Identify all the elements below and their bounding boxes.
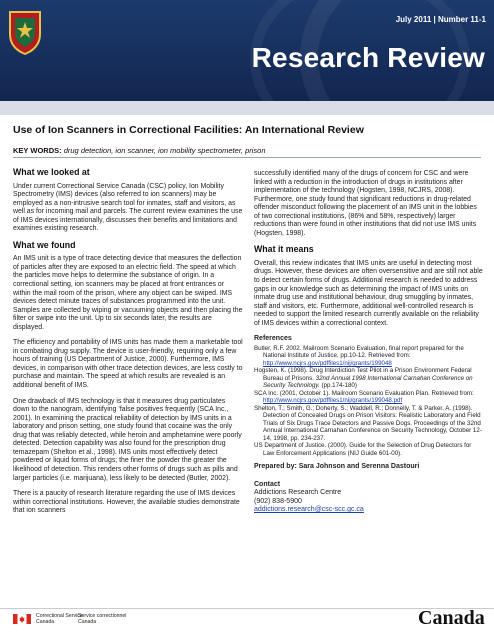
keywords-line — [13, 146, 483, 155]
issue-label: July 2011 | Number 11-1 — [395, 15, 486, 24]
paragraph: An IMS unit is a type of trace detecting device that measures the deflection of particles after they are exposed to an electric field. The speed at which the particles move helps to determine the substance of origin. In a correctional setting, ion scanners may be placed at front entrances or within the mail room of the prison, where any object can be swiped. IMS devices detect minute traces of substances programmed into the unit. Samples are collected by wiping or vacuuming objects and then placing the filter or swipe into the unit. Up to six seconds later, the results are displayed. — [13, 255, 243, 331]
department-fr-line1: Service correctionnel — [78, 613, 127, 619]
reference-item: Shelton, T.; Smith, G.; Doherty, S.; Waddell, R.; Donnelly, T. & Parker, A. (1998). Detection of Concealed Drugs on Prison Visitors: Realistic Laboratory and Field Trials of Six Drugs Trace Detectors and Passive Dogs. Proceedings of the 32nd Annual International Carnahan Conference on Security Technology, October 12-14, 1998, pp. 234-237. — [254, 404, 482, 442]
reference-item — [254, 367, 483, 390]
reference-pages: (pp.174-180) — [321, 382, 357, 390]
reference-source: 32nd Annual 1998 International Carnahan Conference on Security Technology. — [263, 374, 473, 390]
department-en-line1: Correctional Service — [36, 613, 83, 619]
department-name-en — [36, 613, 83, 625]
paragraph: One drawback of IMS technology is that it measures drug particulates down to the nanogram, identifying ‘false positives frequently (SCA Inc., 2001). In examining the practical reliability of detection by IMS units in a laboratory and prison setting, one study found that cocaine was the only drug that was reliably detected, while heroin and amphetamine were poorly detected. Detection capability was also found for the prescription drug temazepam (Shelton et al., 1998). IMS units most effectively detect powdered or liquid forms of drugs; the finer the powder the greater the likelihood of detection. This renders other forms of drugs such as pills and larger particles (i.e. marijuana), less likely to be detected (Butler, 2002). — [13, 397, 242, 482]
keywords-text: drug detection, ion scanner, ion mobility spectrometer, prison — [63, 146, 266, 155]
paragraph: Overall, this review indicates that IMS units are useful in detecting most drugs. However, these devices are often oversensitive and are still not able to detect certain forms of drugs. Additional research is needed to address gaps in our knowledge such as determining the impact of IMS units on inmate drug use and institutional behaviour, drug smuggling by inmates, staff and visitors, etc. Furthermore, additional well-controlled research is needed to support the limited research currently available on the reliability of IMS devices within a correctional context. — [254, 259, 483, 327]
header-banner — [0, 0, 494, 101]
contact-block — [254, 489, 483, 515]
left-column — [13, 168, 243, 523]
csc-crest-icon — [6, 8, 44, 56]
section-heading-found: What we found — [13, 239, 76, 250]
reference-text: SCA Inc. (2001, October 1). Mailroom Scenario Evaluation Plan. Retrieved from: — [254, 389, 474, 397]
reference-item: US Department of Justice. (2000). Guide for the Selection of Drug Detectors for Law Enforcement Applications (NIJ Guide 601-00). — [254, 442, 472, 457]
paragraph: The efficiency and portability of IMS units has made them a marketable tool in combating drug supply. The device is user-friendly, requiring only a few hours of training (US Department of Justice, 2000). Furthermore, IMS devices, in comparison with other trace detection devices, are less costly to purchase and maintain. The speed at which results are revealed is an additional benefit of IMS. — [13, 339, 243, 390]
prepared-by: Prepared by: Sara Johnson and Serenna Dastouri — [254, 463, 420, 471]
section-heading-looked-at: What we looked at — [13, 167, 90, 177]
reference-text: Hogsten, K. (1998). Drug Interdiction Test Pilot in a Prison Environment Federal Bureau of Prisons. — [254, 367, 472, 382]
department-fr-line2: Canada — [78, 619, 97, 626]
reference-link[interactable]: http://www.ncjrs.gov/pdffiles1/nij/grants/199048 — [263, 359, 392, 367]
contact-email[interactable]: addictions.research@csc-scc.gc.ca — [254, 506, 364, 514]
document-title: Use of Ion Scanners in Correctional Facilities: An International Review — [13, 124, 364, 136]
references-heading: References — [254, 335, 292, 343]
divider — [13, 157, 481, 158]
canada-wordmark: Canada — [418, 607, 485, 629]
section-heading-means: What it means — [254, 244, 314, 255]
paragraph: There is a paucity of research literature regarding the use of IMS devices within correctional institutions. However, the available studies demonstrate that ion scanners — [13, 490, 240, 515]
reference-link[interactable]: http://www.ncjrs.gov/pdffiles1/nij/grants/199048.pdf — [263, 397, 403, 405]
contact-heading: Contact — [254, 480, 281, 488]
contact-phone: (902) 838-5900 — [254, 497, 302, 505]
paragraph: Under current Correctional Service Canada (CSC) policy, Ion Mobility Spectrometry (IMS) devices (also referred to ion scanners) may be employed as a non-intrusive search tool for inmates, staff and visitors, as well as for incoming mail and parcels. The current review examines the use of IMS devices internationally, discusses their benefits and limitations and examines existing research. — [13, 182, 243, 233]
right-column — [254, 170, 483, 515]
paragraph: successfully identified many of the drugs of concern for CSC and were linked with a reduction in the introduction of drugs in institutions after implementation of the technology (Hogsten, 1998, NCJRS, 2008). Furthermore, one study found that significant reductions in drug-related offender misconduct following the placement of an IMS unit in the lobbies of two correctional institutions, (86% and 58%, respectively) larger reductions than were found in other institutions that did not use IMS units (Hogsten, 1998). — [254, 170, 477, 237]
keywords-label: KEY WORDS: — [13, 146, 62, 155]
reference-item — [254, 390, 483, 405]
reference-text: Butler, R.F. 2002. Mailroom Scenario Evaluation, final report prepared for the National Institute of Justice, pp.10-12. Retrieved from: — [254, 344, 464, 360]
reference-item — [254, 345, 483, 368]
header-underbar — [0, 101, 494, 115]
department-name-fr — [78, 613, 126, 625]
contact-org: Addictions Research Centre — [254, 489, 342, 497]
department-en-line2: Canada — [36, 619, 55, 626]
canada-flag-icon — [13, 614, 31, 624]
publication-title: Research Review — [251, 42, 485, 73]
